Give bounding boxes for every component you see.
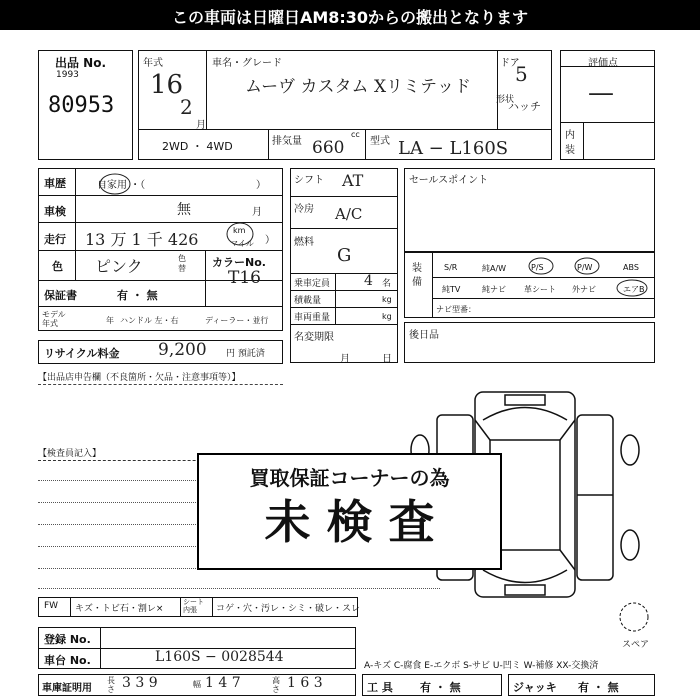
aircon-value: A/C bbox=[335, 205, 363, 223]
color-label: 色 bbox=[52, 260, 63, 273]
capacity-unit: 名 bbox=[382, 279, 392, 289]
after-sale-label: 後日品 bbox=[409, 330, 439, 341]
color-change: 色替 bbox=[178, 254, 186, 273]
chassis-label: 車台 No. bbox=[44, 654, 91, 667]
equip-ext-navi: 外ナビ bbox=[572, 285, 596, 294]
history-close: ） bbox=[256, 180, 266, 191]
equip-navi: 純ナビ bbox=[482, 285, 506, 294]
inspector-label: 【検査員記入】 bbox=[38, 449, 102, 459]
dims-width: 1 4 7 bbox=[205, 675, 241, 691]
year-month-unit: 月 bbox=[196, 120, 206, 131]
load-label: 積載量 bbox=[294, 296, 322, 306]
mileage-value: 13 万 1 千 426 bbox=[85, 230, 199, 249]
equip-ps: P/S bbox=[531, 263, 544, 272]
lot-label: 出品 No. bbox=[55, 56, 107, 70]
recycle-unit: 円 預託済 bbox=[226, 349, 265, 359]
mileage-km: km bbox=[233, 226, 246, 235]
equip-leather: 革シート bbox=[524, 285, 556, 294]
equip-airbag: エアB bbox=[623, 285, 645, 294]
chassis-value: L160S − 0028544 bbox=[155, 649, 284, 665]
title-change-unit: 月 bbox=[340, 354, 350, 365]
history-label: 車歴 bbox=[44, 177, 66, 190]
title-change-label: 名変期限 bbox=[294, 332, 334, 343]
dealer-label: ディーラー・並行 bbox=[205, 316, 269, 325]
displacement-value: 660 bbox=[312, 138, 345, 158]
shift-value: AT bbox=[342, 171, 364, 190]
after-sale-box bbox=[404, 322, 655, 363]
name-label: 車名・グレード bbox=[212, 58, 282, 69]
recycle-value: 9,200 bbox=[158, 340, 207, 360]
displacement-label: 排気量 bbox=[272, 136, 302, 147]
stamp-line2: 未 検 査 bbox=[264, 495, 435, 549]
fw-seat-items: コゲ・穴・汚レ・シミ・破レ・スレ bbox=[216, 604, 361, 614]
dims-height-label: 高さ bbox=[272, 676, 280, 694]
equip-aw: 純A/W bbox=[482, 264, 507, 273]
fw-items: キズ・トビ石・割レ× bbox=[75, 604, 164, 614]
load-unit: kg bbox=[382, 295, 392, 304]
model-year-label: モデル年式 bbox=[42, 310, 66, 328]
dims-width-label: 幅 bbox=[193, 680, 201, 689]
doors-label: ドア bbox=[500, 58, 520, 69]
color-code-value: T16 bbox=[228, 268, 261, 288]
warranty-label: 保証書 bbox=[44, 289, 77, 302]
shape-value: ハッチ bbox=[508, 100, 541, 113]
title-change-day: 日 bbox=[382, 354, 392, 365]
year-era: 16 bbox=[150, 70, 184, 100]
model-value: LA − L160S bbox=[398, 138, 509, 159]
notice-label: 【出品店申告欄（不良箇所・欠品・注意事項等）】 bbox=[38, 373, 241, 383]
score-label: 評価点 bbox=[588, 58, 618, 69]
history-options: 自家用 ・（ bbox=[97, 180, 146, 191]
color-code-label: カラーNo. bbox=[212, 256, 266, 269]
banner-text: この車両は日曜日AM8:30からの搬出となります bbox=[171, 8, 529, 27]
lot-number: 80953 bbox=[48, 93, 115, 118]
shift-label: シフト bbox=[294, 175, 324, 186]
mileage-close: ） bbox=[265, 235, 275, 246]
jack-options: 有 ・ 無 bbox=[578, 681, 619, 694]
fuel-value: G bbox=[337, 245, 352, 266]
equip-navi-model: ナビ型番： bbox=[436, 305, 476, 314]
equipment-label: 装備 bbox=[412, 263, 422, 288]
weight-label: 車両重量 bbox=[294, 313, 331, 323]
fw-seat-label: シート内張 bbox=[183, 598, 204, 614]
equip-abs: ABS bbox=[623, 263, 639, 272]
dims-height: 1 6 3 bbox=[287, 675, 323, 691]
model-year-unit: 年 bbox=[106, 316, 114, 325]
aircon-label: 冷房 bbox=[294, 204, 314, 215]
stamp-line1: 買取保証コーナーの為 bbox=[249, 466, 450, 490]
interior-label: 内装 bbox=[565, 130, 575, 156]
year-label: 年式 bbox=[143, 58, 163, 69]
tools-options: 有 ・ 無 bbox=[420, 681, 461, 694]
name-value: ムーヴ カスタム Xリミテッド bbox=[245, 77, 472, 97]
registration-label: 登録 No. bbox=[44, 633, 91, 646]
model-label: 型式 bbox=[370, 136, 390, 147]
capacity-value: 4 bbox=[364, 273, 373, 289]
equip-pw: P/W bbox=[577, 263, 593, 272]
drive-label: 2WD ・ 4WD bbox=[162, 140, 233, 153]
displacement-unit: cc bbox=[351, 130, 360, 139]
dims-label: 車庫証明用 bbox=[42, 683, 92, 694]
doors-value: 5 bbox=[515, 62, 528, 86]
weight-unit: kg bbox=[382, 312, 392, 321]
equip-tv: 純TV bbox=[442, 285, 461, 294]
warranty-options: 有 ・ 無 bbox=[117, 289, 158, 302]
handle-label: ハンドル 左・右 bbox=[120, 316, 179, 325]
score-value: — bbox=[588, 78, 614, 108]
fw-label: FW bbox=[44, 601, 59, 611]
equip-sr: S/R bbox=[444, 263, 458, 272]
mileage-label: 走行 bbox=[44, 233, 66, 246]
jack-label: ジャッキ bbox=[513, 681, 557, 694]
inspection-unit: 月 bbox=[252, 207, 262, 218]
sales-point-label: セールスポイント bbox=[409, 175, 489, 186]
inspection-value: 無 bbox=[177, 202, 191, 218]
fuel-label: 燃料 bbox=[294, 237, 314, 248]
recycle-label: リサイクル料金 bbox=[44, 347, 120, 360]
damage-legend: A-キズ C-腐食 E-エクボ S-サビ U-凹ミ W-補修 XX-交換済 bbox=[364, 661, 599, 671]
year-month: 2 bbox=[180, 95, 193, 119]
color-value: ピンク bbox=[95, 257, 143, 276]
capacity-label: 乗車定員 bbox=[294, 279, 331, 289]
mileage-mile: マイル bbox=[230, 239, 254, 248]
tools-label: 工 具 bbox=[367, 681, 393, 694]
spare-label: スペア bbox=[622, 640, 650, 650]
shape-label: 形状 bbox=[496, 95, 515, 105]
inspection-label: 車検 bbox=[44, 205, 66, 218]
dims-length-label: 長さ bbox=[107, 676, 115, 694]
dims-length: 3 3 9 bbox=[122, 675, 158, 691]
lot-year: 1993 bbox=[56, 70, 79, 80]
